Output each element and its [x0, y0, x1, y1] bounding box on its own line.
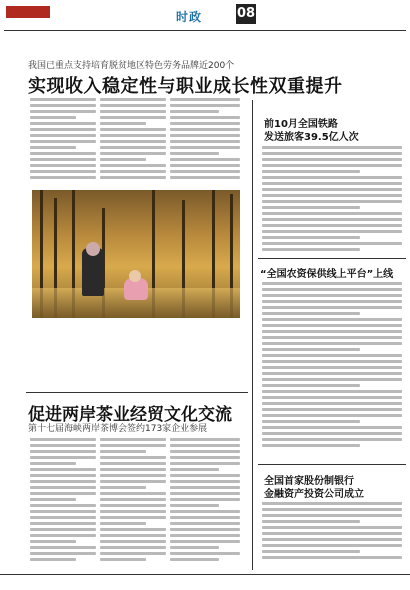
text-line [30, 480, 96, 483]
text-line [30, 128, 96, 131]
text-line [262, 176, 402, 179]
text-line [262, 520, 360, 523]
text-line [170, 534, 240, 537]
text-line [170, 152, 219, 155]
text-line [262, 212, 402, 215]
text-line [262, 330, 402, 333]
text-line [30, 498, 76, 501]
text-line [100, 450, 146, 453]
text-line [100, 98, 166, 101]
text-line [170, 546, 219, 549]
text-line [262, 248, 360, 251]
text-line [100, 516, 166, 519]
text-line [30, 98, 96, 101]
text-line [30, 486, 96, 489]
text-line [100, 504, 166, 507]
newspaper-logo [6, 6, 50, 18]
text-line [262, 288, 402, 291]
text-line [100, 498, 166, 501]
text-line [30, 116, 76, 119]
lead-headline: 实现收入稳定性与职业成长性双重提升 [28, 76, 343, 97]
text-line [100, 140, 166, 143]
text-line [262, 384, 360, 387]
right-story-3-body [262, 502, 402, 568]
page-footer [0, 574, 410, 590]
text-line [262, 414, 402, 417]
text-line [170, 456, 240, 459]
text-line [30, 104, 96, 107]
text-line [170, 146, 240, 149]
mid-body-column [100, 438, 166, 568]
text-line [262, 318, 402, 321]
text-line [100, 558, 146, 561]
text-line [262, 514, 402, 517]
text-line [170, 134, 240, 137]
text-line [170, 540, 240, 543]
text-line [262, 300, 402, 303]
text-line [262, 164, 402, 167]
text-line [100, 128, 166, 131]
text-line [262, 538, 402, 541]
text-line [100, 492, 166, 495]
text-line [30, 152, 96, 155]
text-line [262, 532, 402, 535]
section-rule [26, 392, 248, 393]
text-line [262, 438, 402, 441]
text-line [262, 366, 402, 369]
text-line [262, 182, 402, 185]
text-line [100, 104, 166, 107]
text-line [262, 354, 402, 357]
text-line [30, 170, 96, 173]
text-line [30, 504, 96, 507]
text-line [100, 456, 166, 459]
text-line [262, 170, 360, 173]
text-line [30, 110, 96, 113]
text-line [262, 224, 402, 227]
text-line [170, 140, 240, 143]
text-line [100, 474, 166, 477]
right-story-3-headline-line2: 金融资产投资公司成立 [264, 489, 364, 500]
text-line [100, 486, 146, 489]
text-line [100, 528, 166, 531]
text-line [100, 468, 166, 471]
photographer-head [86, 242, 100, 256]
text-line [262, 336, 402, 339]
text-line [170, 444, 240, 447]
text-line [100, 152, 166, 155]
text-line [30, 176, 96, 179]
text-line [262, 294, 402, 297]
text-line [100, 146, 166, 149]
text-line [170, 552, 240, 555]
section-title: 时政 [176, 10, 203, 24]
right-story-1-headline-line1: 前10月全国铁路 [264, 119, 338, 130]
text-line [30, 456, 96, 459]
text-line [262, 152, 402, 155]
text-line [30, 462, 76, 465]
text-line [262, 432, 402, 435]
text-line [262, 342, 402, 345]
text-line [262, 544, 402, 547]
text-line [170, 474, 240, 477]
text-line [170, 170, 240, 173]
text-line [30, 140, 96, 143]
right-story-1-body [262, 146, 402, 256]
text-line [262, 158, 402, 161]
text-line [262, 360, 402, 363]
text-line [100, 444, 166, 447]
right-story-2-body [262, 282, 402, 458]
text-line [170, 462, 240, 465]
text-line [170, 438, 240, 441]
text-line [262, 526, 402, 529]
text-line [30, 450, 96, 453]
text-line [100, 158, 146, 161]
text-line [30, 134, 96, 137]
text-line [170, 468, 219, 471]
text-line [30, 510, 96, 513]
text-line [30, 146, 76, 149]
text-line [30, 516, 96, 519]
text-line [100, 546, 166, 549]
text-line [262, 324, 402, 327]
text-line [262, 556, 402, 559]
masthead-rule [4, 30, 406, 31]
text-line [30, 534, 96, 537]
text-line [30, 444, 96, 447]
text-line [100, 522, 146, 525]
text-line [262, 230, 402, 233]
text-line [100, 176, 166, 179]
text-line [262, 188, 402, 191]
mid-story-subhead: 第十七届海峡两岸茶博会签约173家企业参展 [28, 424, 208, 434]
text-line [170, 492, 240, 495]
text-line [100, 170, 166, 173]
column-divider [252, 100, 253, 570]
text-line [170, 98, 240, 101]
text-line [100, 438, 166, 441]
text-line [170, 128, 240, 131]
text-line [262, 502, 402, 505]
text-line [30, 438, 96, 441]
text-line [262, 408, 402, 411]
text-line [262, 194, 402, 197]
mid-body-column [30, 438, 96, 568]
text-line [262, 200, 402, 203]
text-line [170, 450, 240, 453]
right-story-1-headline-line2: 发送旅客39.5亿人次 [264, 132, 359, 143]
text-line [100, 534, 166, 537]
text-line [30, 468, 96, 471]
text-line [100, 510, 166, 513]
text-line [262, 236, 360, 239]
text-line [262, 282, 402, 285]
text-line [262, 378, 402, 381]
text-line [262, 396, 402, 399]
text-line [100, 164, 166, 167]
text-line [262, 312, 360, 315]
text-line [262, 508, 402, 511]
text-line [170, 104, 240, 107]
text-line [262, 206, 360, 209]
text-line [30, 552, 96, 555]
right-story-3-headline-line1: 全国首家股份制银行 [264, 476, 354, 487]
text-line [170, 498, 240, 501]
text-line [100, 134, 166, 137]
text-line [30, 546, 96, 549]
text-line [170, 110, 219, 113]
text-line [262, 218, 402, 221]
text-line [170, 176, 240, 179]
text-line [262, 348, 360, 351]
text-line [30, 164, 96, 167]
lead-body-column [30, 98, 96, 186]
text-line [170, 522, 240, 525]
text-line [262, 550, 360, 553]
lead-kicker: 我国已重点支持培育脱贫地区特色劳务品牌近200个 [28, 61, 235, 71]
text-line [170, 510, 240, 513]
text-line [100, 116, 166, 119]
text-line [262, 306, 402, 309]
text-line [100, 110, 166, 113]
text-line [30, 528, 96, 531]
text-line [30, 122, 96, 125]
masthead [0, 0, 410, 24]
text-line [262, 372, 402, 375]
text-line [30, 558, 76, 561]
page-number: 08 [236, 4, 256, 24]
text-line [100, 552, 166, 555]
text-line [170, 480, 240, 483]
lead-body-column [170, 98, 240, 186]
lead-body-column [100, 98, 166, 186]
text-line [30, 522, 96, 525]
text-line [262, 146, 402, 149]
text-line [170, 504, 219, 507]
text-line [170, 116, 240, 119]
text-line [100, 540, 166, 543]
text-line [170, 158, 240, 161]
mid-story-headline: 促进两岸茶业经贸文化交流 [28, 405, 232, 425]
section-rule [258, 464, 406, 465]
text-line [262, 420, 360, 423]
text-line [170, 558, 219, 561]
text-line [262, 390, 402, 393]
text-line [262, 444, 360, 447]
text-line [30, 474, 96, 477]
text-line [30, 540, 76, 543]
text-line [30, 492, 96, 495]
text-line [170, 528, 240, 531]
mid-body-column [170, 438, 240, 568]
news-photo [32, 190, 240, 318]
text-line [262, 426, 402, 429]
text-line [170, 516, 240, 519]
text-line [100, 122, 146, 125]
text-line [170, 164, 240, 167]
text-line [100, 462, 166, 465]
text-line [170, 122, 240, 125]
right-story-2-headline: “全国农资保供线上平台”上线 [260, 269, 394, 280]
child-head [129, 270, 141, 282]
text-line [262, 242, 402, 245]
text-line [170, 486, 240, 489]
text-line [30, 158, 96, 161]
section-rule [258, 258, 406, 259]
text-line [100, 480, 166, 483]
text-line [262, 402, 402, 405]
